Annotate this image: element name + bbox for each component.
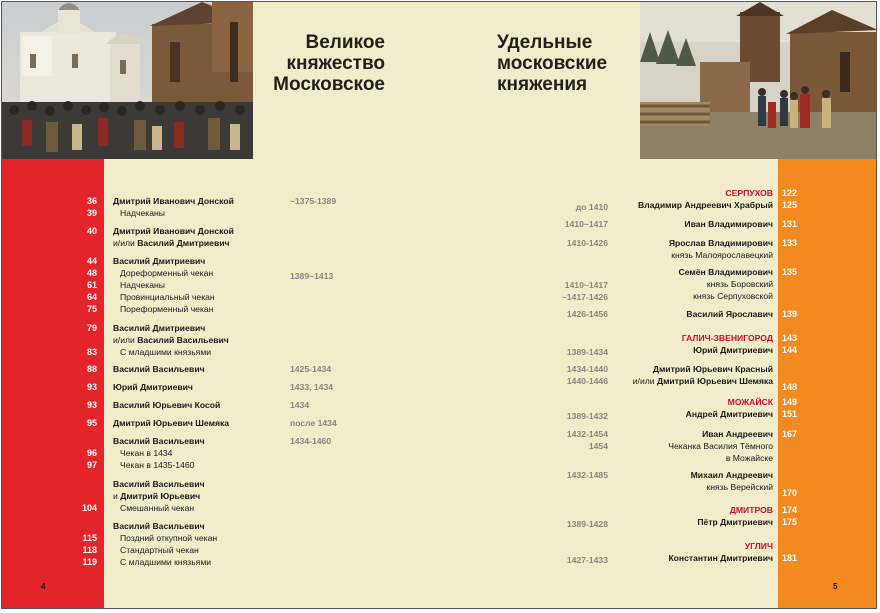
catalog-number: 122 — [782, 188, 798, 198]
page-number-left: 4 — [41, 582, 46, 591]
entry-subline: Чеканка Василия Тёмного — [668, 441, 773, 451]
entry-subline: Стандартный чекан — [120, 545, 199, 555]
reign-dates: 1434-1440 — [566, 364, 608, 374]
entry-subline: Пореформенный чекан — [120, 304, 214, 314]
ruler-name: Дмитрий Юрьевич Шемяка — [113, 418, 230, 428]
reign-dates: 1389-1428 — [566, 519, 608, 529]
reign-dates: 1454 — [588, 441, 608, 451]
entry-subline: князь Серпуховской — [693, 291, 773, 301]
entry-subline: князь Боровский — [706, 279, 773, 289]
entry-subline: Чекан в 1434 — [120, 448, 173, 458]
catalog-number: 61 — [86, 280, 97, 290]
page-number-right: 5 — [833, 582, 838, 591]
entry-subline — [113, 237, 230, 249]
catalog-number: 181 — [782, 553, 798, 563]
catalog-number: 39 — [86, 208, 97, 218]
ruler-name: Иван Андреевич — [702, 429, 773, 439]
catalog-number: 125 — [782, 200, 798, 210]
entry-subline: Чекан в 1435-1460 — [120, 460, 195, 470]
reign-dates: 1410~1417 — [564, 219, 608, 229]
ruler-name: Василий Дмитриевич — [113, 256, 206, 266]
catalog-number: 139 — [782, 309, 798, 319]
right-painting — [640, 2, 877, 159]
left-heading-line-1: Великое — [305, 32, 385, 53]
left-heading-line-2: княжество — [286, 53, 385, 74]
catalog-number: 48 — [86, 268, 97, 278]
catalog-number: 83 — [86, 347, 97, 357]
right-heading-line-1: Удельные — [497, 32, 593, 53]
catalog-number: 133 — [782, 238, 798, 248]
catalog-number: 135 — [782, 267, 798, 277]
entry-subline — [113, 334, 229, 346]
left-heading — [242, 32, 385, 95]
reign-dates: до 1410 — [575, 202, 608, 212]
right-heading-line-2: московские — [497, 53, 608, 74]
ruler-name: Василий Васильевич — [113, 436, 205, 446]
ruler-name: Юрий Дмитриевич — [693, 345, 773, 355]
right-heading — [497, 32, 637, 95]
entry-subline: С младшими князьями — [120, 347, 212, 357]
entry-subline: Смешанный чекан — [120, 503, 195, 513]
catalog-number: 143 — [782, 333, 798, 343]
reign-dates: ~1417-1426 — [561, 292, 608, 302]
region-heading: СЕРПУХОВ — [725, 188, 773, 198]
conjunction: и/или — [632, 376, 657, 386]
catalog-number: 40 — [86, 226, 97, 236]
entry-subline: Дореформенный чекан — [120, 268, 214, 278]
catalog-number: 93 — [86, 382, 97, 392]
entry-subline — [113, 490, 200, 502]
reign-dates: 1425-1434 — [290, 364, 332, 374]
reign-dates: 1434-1460 — [290, 436, 332, 446]
catalog-number: 174 — [782, 505, 798, 515]
reign-dates: 1389~1413 — [290, 271, 334, 281]
reign-dates: 1426-1456 — [566, 309, 608, 319]
ruler-name: Иван Владимирович — [684, 219, 773, 229]
region-heading: МОЖАЙСК — [727, 397, 773, 407]
ruler-name: Василий Васильевич — [113, 521, 205, 531]
ruler-name: Василий Васильевич — [113, 479, 205, 489]
catalog-number: 88 — [86, 364, 97, 374]
entry-subline: Надчеканы — [120, 208, 165, 218]
catalog-number: 170 — [782, 488, 798, 498]
reign-dates: ~1375-1389 — [290, 196, 337, 206]
ruler-name: Ярослав Владимирович — [668, 238, 773, 248]
entry-subline: Поздний откупной чекан — [120, 533, 218, 543]
ruler-name: Василий Юрьевич Косой — [113, 400, 221, 410]
region-heading: ДМИТРОВ — [729, 505, 773, 515]
ruler-name: Дмитрий Юрьевич Шемяка — [656, 376, 773, 386]
entry-subline: князь Малоярославецкий — [671, 250, 773, 260]
entry-subline: Надчеканы — [120, 280, 165, 290]
catalog-number: 44 — [86, 256, 97, 266]
ruler-name: Василий Дмитриевич — [113, 323, 206, 333]
ruler-name: Юрий Дмитриевич — [113, 382, 193, 392]
catalog-number: 144 — [782, 345, 798, 355]
catalog-number: 97 — [86, 460, 97, 470]
reign-dates: 1410-1426 — [566, 238, 608, 248]
left-heading-line-3: Московское — [273, 74, 385, 95]
conjunction: и/или — [113, 335, 138, 345]
catalog-number: 93 — [86, 400, 97, 410]
right-heading-line-3: княжения — [497, 74, 588, 95]
entry-subline: С младшими князьями — [120, 557, 212, 567]
ruler-name: Константин Дмитриевич — [668, 553, 773, 563]
entry-subline: Провинциальный чекан — [120, 292, 215, 302]
catalog-number: 119 — [82, 557, 97, 567]
conjunction: и/или — [113, 238, 138, 248]
entry-subline: князь Верейский — [706, 482, 773, 492]
ruler-name: Василий Ярославич — [686, 309, 773, 319]
catalog-number: 118 — [82, 545, 97, 555]
reign-dates: 1389-1432 — [566, 411, 608, 421]
catalog-number: 64 — [86, 292, 97, 302]
reign-dates: 1432-1485 — [566, 470, 608, 480]
ruler-name: Василий Васильевич — [113, 364, 205, 374]
ruler-name: Пётр Дмитриевич — [697, 517, 773, 527]
region-heading: УГЛИЧ — [744, 541, 773, 551]
catalog-number: 151 — [782, 409, 798, 419]
reign-dates: 1433, 1434 — [290, 382, 334, 392]
reign-dates: после 1434 — [290, 418, 337, 428]
reign-dates: 1389-1434 — [566, 347, 608, 357]
region-heading: ГАЛИЧ-ЗВЕНИГОРОД — [681, 333, 773, 343]
catalog-number: 75 — [86, 304, 97, 314]
left-painting — [2, 2, 253, 159]
ruler-name: Андрей Дмитриевич — [685, 409, 773, 419]
reign-dates: 1410~1417 — [564, 280, 608, 290]
catalog-number: 167 — [782, 429, 798, 439]
catalog-number: 148 — [782, 382, 798, 392]
ruler-name: Василий Васильевич — [137, 335, 229, 345]
ruler-name: Дмитрий Иванович Донской — [113, 226, 234, 236]
entry-subline: в Можайске — [725, 453, 773, 463]
catalog-number: 79 — [86, 323, 97, 333]
catalog-number: 115 — [82, 533, 97, 543]
catalog-number: 36 — [86, 196, 97, 206]
ruler-name: Семён Владимирович — [678, 267, 773, 277]
ruler-name: Василий Дмитриевич — [137, 238, 230, 248]
ruler-name: Дмитрий Юрьевич Красный — [652, 364, 773, 374]
reign-dates: 1427-1433 — [566, 555, 608, 565]
reign-dates: 1432-1454 — [566, 429, 608, 439]
ruler-name: Владимир Андреевич Храбрый — [637, 200, 773, 210]
catalog-number: 149 — [782, 397, 798, 407]
conjunction: и — [113, 491, 121, 501]
ruler-name: Михаил Андреевич — [690, 470, 773, 480]
reign-dates: 1434 — [290, 400, 310, 410]
catalog-number: 104 — [81, 503, 97, 513]
catalog-number: 96 — [86, 448, 97, 458]
catalog-number: 131 — [782, 219, 798, 229]
book-spread — [1, 1, 877, 609]
ruler-name: Дмитрий Юрьевич — [120, 491, 201, 501]
catalog-number: 175 — [782, 517, 798, 527]
catalog-number: 95 — [86, 418, 97, 428]
reign-dates: 1440-1446 — [566, 376, 608, 386]
ruler-name: Дмитрий Иванович Донской — [113, 196, 234, 206]
